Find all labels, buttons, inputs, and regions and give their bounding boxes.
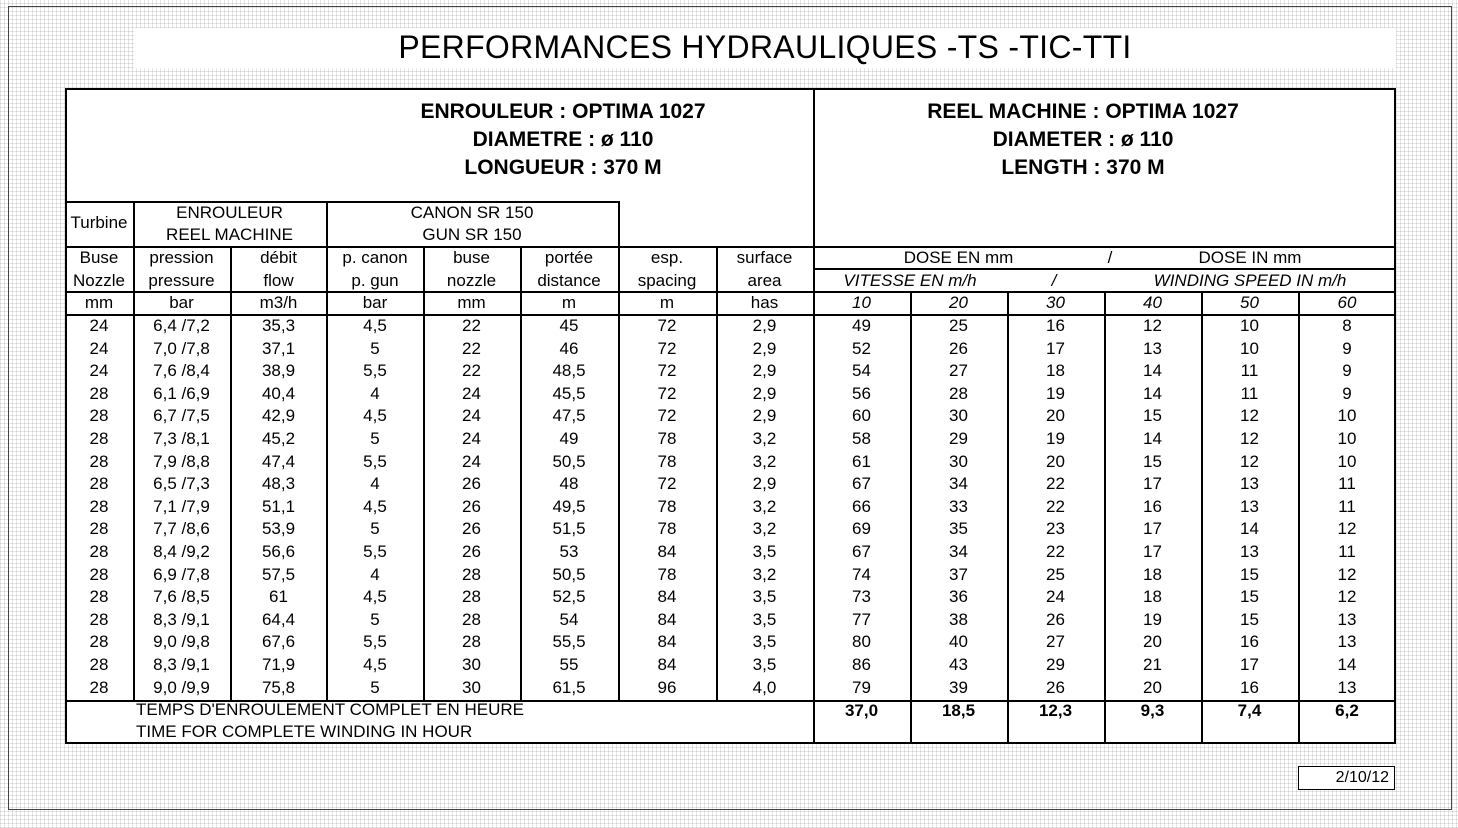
table-cell-r14-c2: 67,6: [261, 632, 296, 652]
table-cell-r1-c8: 52: [852, 338, 871, 358]
table-cell-r13-c12: 15: [1240, 609, 1259, 629]
table-cell-r3-c8: 56: [852, 383, 871, 403]
table-cell-r8-c11: 16: [1143, 496, 1162, 516]
dose-header-separator: /: [1107, 248, 1113, 267]
table-cell-r11-c8: 74: [852, 564, 871, 584]
col-header-fr-5: portée: [544, 248, 594, 267]
table-cell-r11-c0: 28: [89, 564, 109, 584]
table-cell-r0-c6: 72: [657, 316, 677, 335]
page-title: PERFORMANCES HYDRAULIQUES -TS -TIC-TTI: [398, 29, 1132, 65]
table-cell-r9-c2: 53,9: [261, 519, 296, 539]
table-cell-r1-c3: 5: [370, 338, 380, 358]
table-cell-r0-c13: 8: [1342, 316, 1352, 335]
table-cell-r13-c6: 84: [657, 609, 677, 629]
table-cell-r5-c4: 24: [462, 429, 481, 448]
col-header-en-4: nozzle: [446, 271, 497, 290]
table-cell-r10-c7: 3,5: [752, 542, 777, 561]
table-cell-r5-c3: 5: [370, 429, 380, 448]
table-cell-r2-c6: 72: [657, 361, 677, 381]
table-cell-r8-c13: 11: [1338, 496, 1356, 516]
table-cell-r0-c8: 49: [852, 316, 871, 335]
table-cell-r9-c5: 51,5: [552, 519, 586, 539]
table-cell-r16-c7: 4,0: [752, 677, 777, 697]
table-cell-r11-c12: 15: [1240, 564, 1259, 584]
table-cell-r0-c10: 16: [1046, 316, 1065, 335]
table-cell-r10-c10: 22: [1046, 542, 1065, 561]
table-cell-r15-c11: 21: [1143, 655, 1162, 674]
table-cell-r14-c1: 9,0 /9,8: [153, 632, 210, 652]
table-cell-r16-c12: 16: [1240, 677, 1259, 697]
table-cell-r9-c9: 35: [949, 519, 968, 539]
table-cell-r2-c13: 9: [1342, 361, 1352, 381]
table-cell-r5-c6: 78: [657, 429, 677, 448]
table-cell-r8-c10: 22: [1046, 496, 1065, 516]
table-cell-r14-c0: 28: [89, 632, 109, 652]
table-cell-r2-c0: 24: [89, 361, 109, 381]
table-cell-r6-c3: 5,5: [363, 451, 387, 471]
table-cell-r2-c5: 48,5: [552, 361, 586, 381]
table-cell-r9-c8: 69: [852, 519, 871, 539]
table-cell-r8-c0: 28: [89, 496, 109, 516]
table-cell-r16-c10: 26: [1046, 677, 1065, 697]
table-cell-r15-c2: 71,9: [261, 655, 296, 674]
table-cell-r3-c5: 45,5: [552, 383, 586, 403]
table-cell-r6-c8: 61: [852, 451, 871, 471]
col-header-fr-6: esp.: [650, 248, 684, 267]
table-cell-r9-c11: 17: [1143, 519, 1162, 539]
table-cell-r12-c4: 28: [462, 587, 481, 607]
table-cell-r5-c0: 28: [89, 429, 109, 448]
table-cell-r11-c6: 78: [657, 564, 677, 584]
table-cell-r15-c12: 17: [1240, 655, 1259, 674]
table-cell-r13-c2: 64,4: [261, 609, 296, 629]
table-cell-r16-c8: 79: [852, 677, 871, 697]
table-cell-r8-c7: 3,2: [752, 496, 777, 516]
table-cell-r9-c12: 14: [1240, 519, 1259, 539]
col-unit-0: mm: [84, 293, 114, 312]
table-cell-r12-c5: 52,5: [552, 587, 586, 607]
table-cell-r2-c4: 22: [462, 361, 481, 381]
speed-value-5: 60: [1337, 293, 1357, 312]
header-fr-length: LONGUEUR : 370 M: [464, 156, 662, 179]
table-cell-r6-c5: 50,5: [552, 451, 586, 471]
footer-label-fr: TEMPS D'ENROULEMENT COMPLET EN HEURE: [136, 700, 525, 719]
col-unit-1: bar: [169, 293, 194, 312]
table-cell-r5-c7: 3,2: [752, 429, 777, 448]
winding-time-3: 9,3: [1140, 701, 1165, 720]
table-cell-r5-c9: 29: [949, 429, 968, 448]
table-cell-r0-c12: 10: [1240, 316, 1259, 335]
table-cell-r7-c6: 72: [657, 474, 677, 494]
table-cell-r6-c7: 3,2: [752, 451, 777, 471]
table-cell-r12-c12: 15: [1240, 587, 1259, 607]
table-cell-r14-c10: 27: [1046, 632, 1065, 652]
table-cell-r8-c2: 51,1: [261, 496, 296, 516]
table-cell-r1-c1: 7,0 /7,8: [153, 338, 210, 358]
table-cell-r14-c11: 20: [1143, 632, 1162, 652]
table-cell-r13-c3: 5: [370, 609, 380, 629]
table-cell-r16-c11: 20: [1143, 677, 1162, 697]
table-cell-r0-c7: 2,9: [752, 316, 777, 335]
table-cell-r16-c2: 75,8: [261, 677, 296, 697]
table-cell-r1-c0: 24: [89, 338, 109, 358]
table-cell-r10-c0: 28: [89, 542, 109, 561]
table-cell-r7-c11: 17: [1143, 474, 1162, 494]
table-cell-r6-c13: 10: [1337, 451, 1357, 471]
table-cell-r15-c1: 8,3 /9,1: [153, 655, 210, 674]
table-cell-r12-c8: 73: [852, 587, 871, 607]
table-cell-r15-c9: 43: [949, 655, 968, 674]
table-cell-r12-c9: 36: [949, 587, 968, 607]
table-cell-r14-c13: 13: [1337, 632, 1357, 652]
table-cell-r10-c12: 13: [1240, 542, 1259, 561]
table-cell-r8-c5: 49,5: [552, 496, 586, 516]
table-cell-r3-c4: 24: [462, 383, 481, 403]
table-cell-r10-c13: 11: [1338, 542, 1356, 561]
col-unit-7: has: [750, 293, 779, 312]
table-cell-r4-c2: 42,9: [261, 406, 296, 426]
table-cell-r9-c6: 78: [657, 519, 677, 539]
col-unit-4: mm: [457, 293, 486, 312]
table-cell-r13-c8: 77: [852, 609, 871, 629]
table-cell-r11-c13: 12: [1337, 564, 1357, 584]
table-cell-r0-c4: 22: [462, 316, 481, 335]
table-cell-r4-c4: 24: [462, 406, 481, 426]
table-cell-r15-c13: 14: [1337, 655, 1357, 674]
table-cell-r12-c10: 24: [1046, 587, 1065, 607]
table-cell-r8-c8: 66: [852, 496, 871, 516]
col-header-fr-4: buse: [453, 248, 490, 267]
table-cell-r0-c0: 24: [89, 316, 109, 335]
table-cell-r7-c9: 34: [949, 474, 968, 494]
table-cell-r10-c1: 8,4 /9,2: [153, 542, 210, 561]
table-cell-r5-c11: 14: [1143, 429, 1162, 448]
table-cell-r15-c8: 86: [852, 655, 871, 674]
table-cell-r16-c13: 13: [1337, 677, 1357, 697]
date-stamp: 2/10/12: [1298, 766, 1395, 790]
table-cell-r12-c11: 18: [1143, 587, 1162, 607]
speed-header-en: WINDING SPEED IN m/h: [1153, 271, 1347, 290]
table-cell-r6-c10: 20: [1046, 451, 1065, 471]
table-cell-r7-c12: 13: [1240, 474, 1259, 494]
col-unit-3: bar: [362, 293, 388, 312]
canon-header-en: GUN SR 150: [422, 225, 522, 244]
col-header-en-5: distance: [537, 271, 601, 290]
table-cell-r16-c5: 61,5: [552, 677, 586, 697]
table-cell-r14-c4: 28: [462, 632, 481, 652]
table-cell-r6-c1: 7,9 /8,8: [153, 451, 210, 471]
table-cell-r10-c6: 84: [657, 542, 677, 561]
table-cell-r13-c1: 8,3 /9,1: [153, 609, 210, 629]
table-cell-r2-c3: 5,5: [363, 361, 387, 381]
table-cell-r13-c13: 13: [1337, 609, 1357, 629]
header-en-diameter: DIAMETER : ø 110: [992, 128, 1174, 151]
table-cell-r7-c8: 67: [852, 474, 871, 494]
table-cell-r0-c2: 35,3: [261, 316, 296, 335]
table-cell-r14-c9: 40: [949, 632, 968, 652]
table-cell-r1-c5: 46: [559, 338, 579, 358]
table-cell-r7-c4: 26: [462, 474, 481, 494]
table-cell-r15-c4: 30: [462, 655, 481, 674]
table-cell-r0-c5: 45: [559, 316, 579, 335]
table-cell-r5-c10: 19: [1046, 429, 1065, 448]
table-cell-r1-c9: 26: [949, 338, 968, 358]
table-cell-r4-c3: 4,5: [363, 406, 387, 426]
table-cell-r0-c1: 6,4 /7,2: [153, 316, 210, 335]
table-cell-r14-c12: 16: [1240, 632, 1259, 652]
header-fr-machine: ENROULEUR : OPTIMA 1027: [420, 100, 706, 123]
table-cell-r12-c0: 28: [89, 587, 109, 607]
table-cell-r3-c12: 11: [1240, 383, 1259, 403]
table-cell-r3-c6: 72: [657, 383, 677, 403]
table-cell-r1-c6: 72: [657, 338, 677, 358]
speed-value-2: 30: [1046, 293, 1065, 312]
table-cell-r1-c7: 2,9: [752, 338, 777, 358]
table-cell-r3-c7: 2,9: [752, 383, 777, 403]
table-cell-r9-c3: 5: [370, 519, 380, 539]
header-en-machine: REEL MACHINE : OPTIMA 1027: [927, 100, 1239, 123]
table-cell-r7-c10: 22: [1046, 474, 1065, 494]
table-cell-r12-c6: 84: [657, 587, 677, 607]
table-cell-r4-c10: 20: [1046, 406, 1065, 426]
dose-header-en: DOSE IN mm: [1198, 248, 1302, 267]
table-cell-r14-c7: 3,5: [752, 632, 777, 652]
table-cell-r2-c12: 11: [1240, 361, 1259, 381]
dose-header-fr: DOSE EN mm: [903, 248, 1014, 267]
col-header-fr-1: pression: [149, 248, 214, 267]
table-cell-r6-c9: 30: [949, 451, 968, 471]
table-cell-r8-c9: 33: [949, 496, 968, 516]
table-cell-r16-c9: 39: [949, 677, 968, 697]
table-cell-r9-c1: 7,7 /8,6: [153, 519, 210, 539]
col-unit-6: m: [659, 293, 675, 312]
table-cell-r2-c10: 18: [1046, 361, 1065, 381]
col-header-fr-2: débit: [260, 248, 297, 267]
table-cell-r2-c2: 38,9: [261, 361, 296, 381]
table-cell-r11-c9: 37: [949, 564, 968, 584]
table-cell-r8-c3: 4,5: [363, 496, 387, 516]
winding-time-2: 12,3: [1038, 701, 1073, 720]
table-cell-r1-c12: 10: [1240, 338, 1259, 358]
table-cell-r10-c9: 34: [949, 542, 968, 561]
speed-value-1: 20: [949, 293, 968, 312]
table-cell-r3-c9: 28: [949, 383, 968, 403]
table-cell-r4-c8: 60: [852, 406, 871, 426]
table-cell-r5-c12: 12: [1240, 429, 1259, 448]
table-cell-r9-c10: 23: [1046, 519, 1065, 539]
table-cell-r1-c11: 13: [1143, 338, 1162, 358]
table-cell-r8-c6: 78: [657, 496, 677, 516]
col-header-en-6: spacing: [637, 271, 697, 290]
enrouleur-header-fr: ENROULEUR: [176, 203, 283, 222]
table-cell-r8-c4: 26: [462, 496, 481, 516]
table-cell-r13-c7: 3,5: [752, 609, 777, 629]
table-cell-r15-c0: 28: [89, 655, 109, 674]
table-cell-r4-c12: 12: [1240, 406, 1259, 426]
col-header-fr-7: surface: [736, 248, 793, 267]
table-cell-r9-c0: 28: [89, 519, 109, 539]
table-cell-r6-c11: 15: [1143, 451, 1162, 471]
table-cell-r12-c13: 12: [1337, 587, 1357, 607]
table-cell-r5-c5: 49: [559, 429, 579, 448]
table-cell-r2-c8: 54: [852, 361, 871, 381]
table-cell-r3-c0: 28: [89, 383, 109, 403]
table-cell-r4-c13: 10: [1337, 406, 1357, 426]
turbine-header: Turbine: [70, 213, 128, 232]
table-cell-r14-c5: 55,5: [552, 632, 586, 652]
table-cell-r2-c9: 27: [949, 361, 968, 381]
table-cell-r7-c13: 11: [1338, 474, 1356, 494]
table-cell-r11-c2: 57,5: [261, 564, 296, 584]
table-cell-r13-c11: 19: [1143, 609, 1162, 629]
table-cell-r6-c12: 12: [1240, 451, 1259, 471]
table-cell-r7-c0: 28: [89, 474, 109, 494]
table-cell-r7-c7: 2,9: [752, 474, 777, 494]
table-cell-r15-c10: 29: [1046, 655, 1065, 674]
table-cell-r10-c11: 17: [1143, 542, 1162, 561]
table-cell-r15-c3: 4,5: [363, 655, 387, 674]
table-cell-r9-c7: 3,2: [752, 519, 777, 539]
table-cell-r14-c8: 80: [852, 632, 871, 652]
table-cell-r4-c9: 30: [949, 406, 968, 426]
table-cell-r4-c7: 2,9: [752, 406, 777, 426]
table-cell-r7-c1: 6,5 /7,3: [153, 474, 210, 494]
col-header-fr-3: p. canon: [342, 248, 408, 267]
table-cell-r0-c11: 12: [1143, 316, 1162, 335]
table-cell-r16-c0: 28: [89, 677, 109, 697]
table-cell-r14-c3: 5,5: [363, 632, 387, 652]
table-cell-r0-c3: 4,5: [363, 316, 387, 335]
table-cell-r13-c4: 28: [462, 609, 481, 629]
table-cell-r15-c6: 84: [657, 655, 677, 674]
col-header-en-2: flow: [263, 271, 294, 290]
group-end-canon: [618, 201, 620, 246]
header-en-length: LENGTH : 370 M: [1001, 156, 1165, 179]
table-cell-r1-c4: 22: [462, 338, 481, 358]
col-header-fr-0: Buse: [79, 248, 119, 267]
table-cell-r3-c11: 14: [1143, 383, 1162, 403]
table-cell-r10-c5: 53: [559, 542, 579, 561]
header-en: [813, 98, 1353, 182]
table-cell-r16-c3: 5: [370, 677, 380, 697]
canon-header-fr: CANON SR 150: [410, 203, 534, 222]
table-cell-r5-c8: 58: [852, 429, 871, 448]
enrouleur-header-en: REEL MACHINE: [166, 225, 293, 244]
table-cell-r4-c5: 47,5: [552, 406, 586, 426]
winding-time-5: 6,2: [1335, 701, 1359, 720]
winding-time-1: 18,5: [941, 701, 976, 720]
table-cell-r0-c9: 25: [949, 316, 968, 335]
table-cell-r3-c2: 40,4: [261, 383, 296, 403]
table-cell-r13-c0: 28: [89, 609, 109, 629]
speed-value-4: 50: [1240, 293, 1259, 312]
table-cell-r11-c3: 4: [370, 564, 380, 584]
table-cell-r13-c10: 26: [1046, 609, 1065, 629]
table-cell-r6-c2: 47,4: [261, 451, 296, 471]
col-unit-2: m3/h: [259, 293, 298, 312]
table-cell-r15-c5: 55: [559, 655, 579, 674]
table-cell-r9-c13: 12: [1337, 519, 1357, 539]
table-cell-r1-c2: 37,1: [261, 338, 296, 358]
table-cell-r6-c0: 28: [89, 451, 109, 471]
table-cell-r3-c3: 4: [370, 383, 380, 403]
table-cell-r2-c1: 7,6 /8,4: [153, 361, 210, 381]
table-cell-r10-c3: 5,5: [363, 542, 387, 561]
table-cell-r13-c9: 38: [949, 609, 968, 629]
table-cell-r16-c1: 9,0 /9,9: [153, 677, 210, 697]
speed-value-0: 10: [852, 293, 871, 312]
table-cell-r16-c6: 96: [657, 677, 677, 697]
table-cell-r15-c7: 3,5: [752, 655, 777, 674]
table-cell-r4-c0: 28: [89, 406, 109, 426]
table-cell-r12-c7: 3,5: [752, 587, 777, 607]
table-cell-r12-c2: 61: [269, 587, 288, 607]
winding-time-0: 37,0: [844, 701, 879, 720]
table-cell-r3-c10: 19: [1046, 383, 1065, 403]
footer-label-en: TIME FOR COMPLETE WINDING IN HOUR: [136, 722, 473, 741]
table-cell-r1-c10: 17: [1046, 338, 1065, 358]
table-cell-r16-c4: 30: [462, 677, 481, 697]
table-cell-r4-c1: 6,7 /7,5: [153, 406, 210, 426]
table-cell-r10-c8: 67: [852, 542, 871, 561]
col-header-en-7: area: [747, 271, 782, 290]
table-cell-r12-c3: 4,5: [363, 587, 387, 607]
col-header-en-3: p. gun: [351, 271, 399, 290]
table-cell-r5-c2: 45,2: [261, 429, 296, 448]
col-header-en-1: pressure: [148, 271, 215, 290]
table-cell-r8-c1: 7,1 /7,9: [153, 496, 210, 516]
table-cell-r12-c1: 7,6 /8,5: [153, 587, 210, 607]
table-cell-r2-c11: 14: [1143, 361, 1162, 381]
table-cell-r2-c7: 2,9: [752, 361, 777, 381]
table-cell-r11-c5: 50,5: [552, 564, 586, 584]
speed-header-separator: /: [1051, 271, 1057, 290]
table-cell-r11-c11: 18: [1143, 564, 1162, 584]
table-cell-r14-c6: 84: [657, 632, 677, 652]
table-cell-r10-c4: 26: [462, 542, 481, 561]
table-cell-r11-c1: 6,9 /7,8: [153, 564, 210, 584]
table-cell-r13-c5: 54: [559, 609, 579, 629]
header-fr: [313, 98, 813, 182]
speed-header-fr: VITESSE EN m/h: [843, 271, 977, 290]
table-cell-r7-c5: 48: [559, 474, 579, 494]
table-cell-r4-c11: 15: [1143, 406, 1162, 426]
table-cell-r6-c4: 24: [462, 451, 481, 471]
table-cell-r11-c7: 3,2: [752, 564, 777, 584]
table-cell-r5-c1: 7,3 /8,1: [153, 429, 210, 448]
winding-time-4: 7,4: [1237, 701, 1262, 720]
table-cell-r3-c1: 6,1 /6,9: [153, 383, 210, 403]
table-cell-r10-c2: 56,6: [261, 542, 296, 561]
table-cell-r7-c3: 4: [370, 474, 380, 494]
col-unit-5: m: [561, 293, 577, 312]
table-cell-r5-c13: 10: [1337, 429, 1357, 448]
header-fr-diameter: DIAMETRE : ø 110: [472, 128, 654, 151]
table-cell-r6-c6: 78: [657, 451, 677, 471]
table-cell-r1-c13: 9: [1342, 338, 1352, 358]
table-cell-r4-c6: 72: [657, 406, 677, 426]
table-cell-r3-c13: 9: [1342, 383, 1352, 403]
table-cell-r8-c12: 13: [1240, 496, 1259, 516]
table-cell-r11-c10: 25: [1046, 564, 1065, 584]
col-header-en-0: Nozzle: [73, 271, 125, 290]
table-cell-r11-c4: 28: [462, 564, 481, 584]
table-cell-r7-c2: 48,3: [261, 474, 296, 494]
table-cell-r9-c4: 26: [462, 519, 481, 539]
speed-value-3: 40: [1143, 293, 1162, 312]
